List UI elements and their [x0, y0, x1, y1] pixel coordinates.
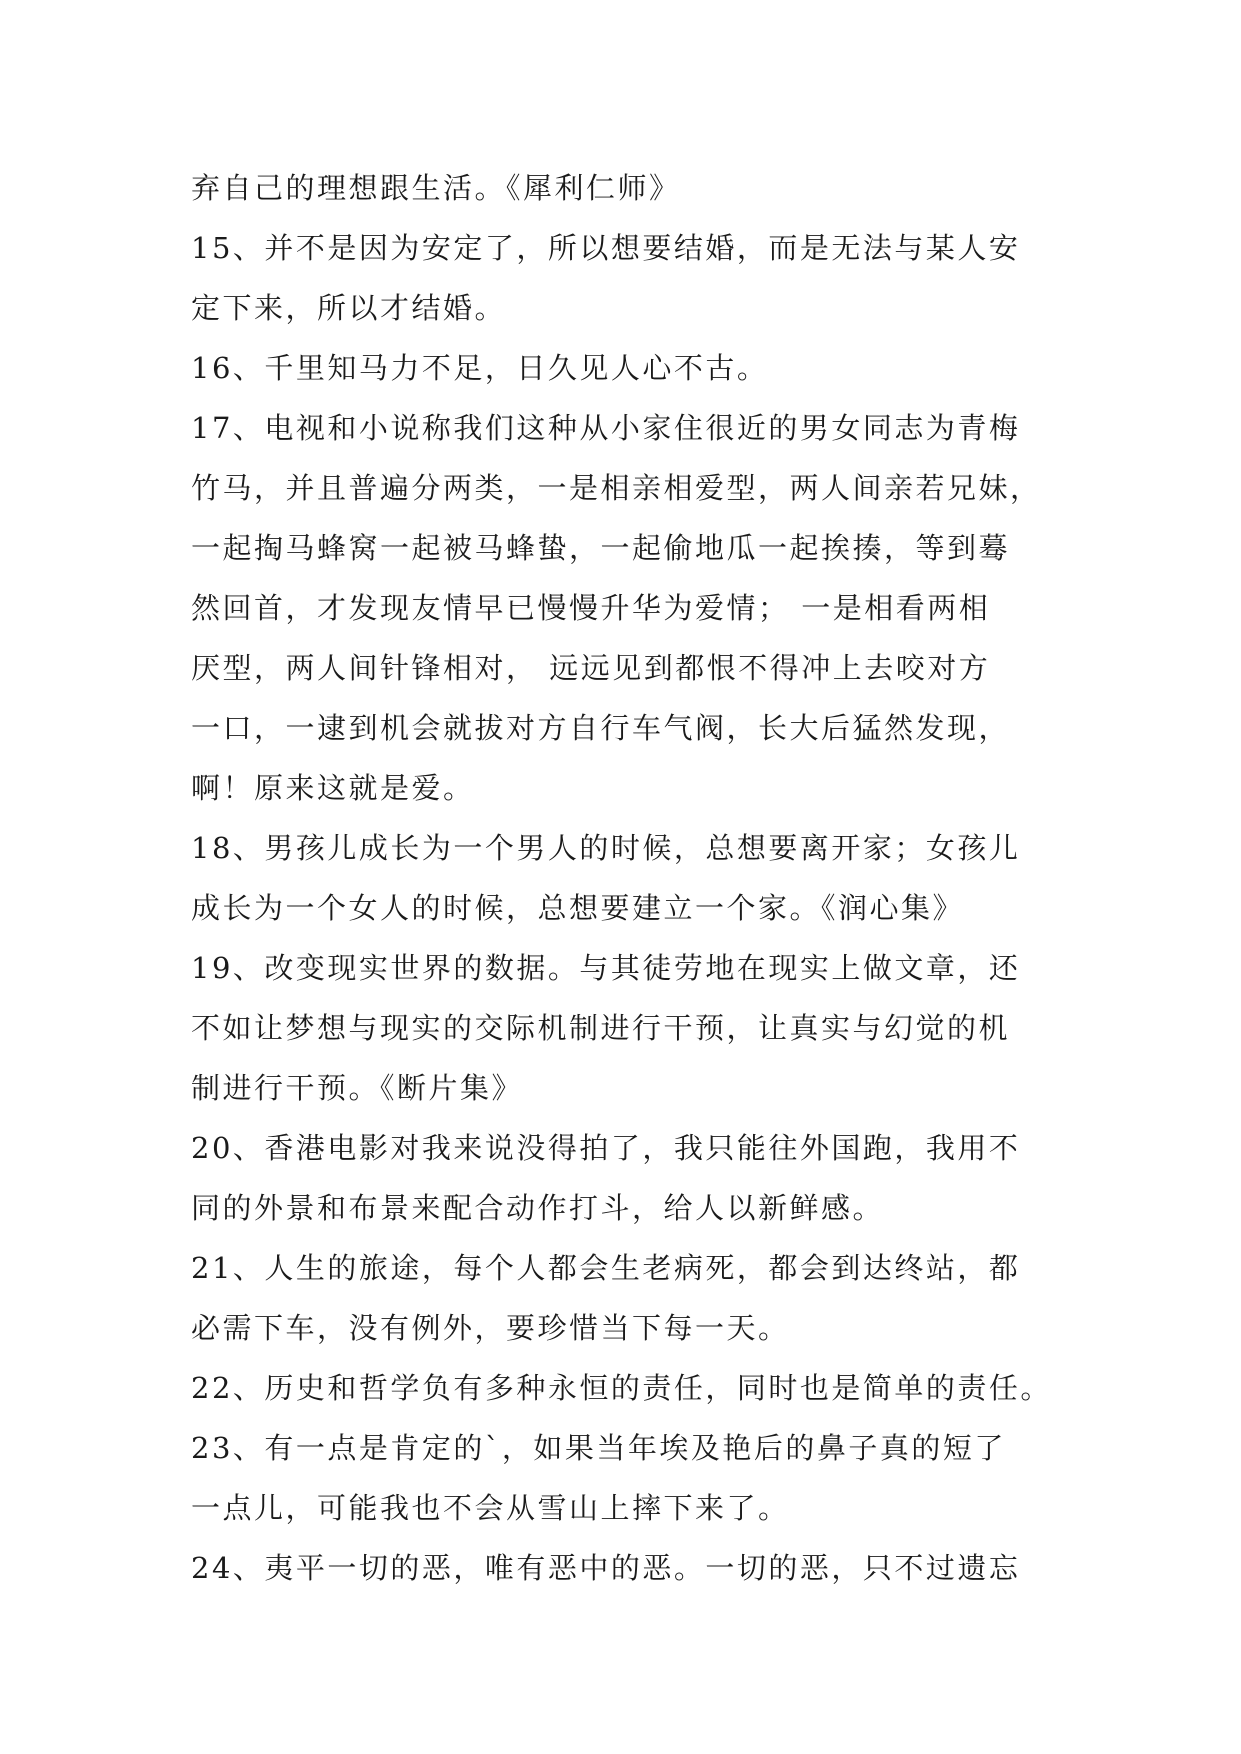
- text-line: 竹马，并且普遍分两类，一是相亲相爱型，两人间亲若兄妹，: [191, 471, 1042, 505]
- text-line: 16、千里知马力不足，日久见人心不古。: [191, 351, 769, 385]
- text-line: 22、历史和哲学负有多种永恒的责任，同时也是简单的责任。: [191, 1371, 1052, 1405]
- text-line: 一起掏马蜂窝一起被马蜂蛰，一起偷地瓜一起挨揍，等到蓦: [191, 531, 1011, 565]
- text-line: 成长为一个女人的时候，总想要建立一个家。《润心集》: [191, 891, 965, 925]
- text-line: 厌型，两人间针锋相对， 远远见到都恨不得冲上去咬对方: [191, 651, 991, 685]
- text-line: 20、香港电影对我来说没得拍了，我只能往外国跑，我用不: [191, 1131, 1021, 1165]
- text-line: 定下来，所以才结婚。: [191, 291, 507, 325]
- text-line: 21、人生的旅途，每个人都会生老病死，都会到达终站，都: [191, 1251, 1021, 1285]
- text-line: 17、电视和小说称我们这种从小家住很近的男女同志为青梅: [191, 411, 1021, 445]
- text-line: 必需下车，没有例外，要珍惜当下每一天。: [191, 1311, 790, 1345]
- text-line: 一点儿，可能我也不会从雪山上摔下来了。: [191, 1491, 790, 1525]
- body-text: [191, 158, 1061, 1598]
- text-line: 一口，一逮到机会就拔对方自行车气阀，长大后猛然发现，: [191, 711, 1011, 745]
- text-line: 19、改变现实世界的数据。与其徒劳地在现实上做文章，还: [191, 951, 1021, 985]
- text-line: 23、有一点是肯定的`，如果当年埃及艳后的鼻子真的短了: [191, 1431, 1006, 1465]
- text-line: 24、夷平一切的恶，唯有恶中的恶。一切的恶，只不过遗忘: [191, 1551, 1021, 1585]
- text-line: 啊！原来这就是爱。: [191, 771, 475, 805]
- text-line: 制进行干预。《断片集》: [191, 1071, 524, 1105]
- text-line: 弃自己的理想跟生活。《犀利仁师》: [191, 171, 681, 205]
- text-line: 然回首，才发现友情早已慢慢升华为爱情； 一是相看两相: [191, 591, 991, 625]
- text-line: 15、并不是因为安定了，所以想要结婚，而是无法与某人安: [191, 231, 1021, 265]
- text-line: 18、男孩儿成长为一个男人的时候，总想要离开家；女孩儿: [191, 831, 1021, 865]
- text-line: 不如让梦想与现实的交际机制进行干预，让真实与幻觉的机: [191, 1011, 1011, 1045]
- text-line: 同的外景和布景来配合动作打斗，给人以新鲜感。: [191, 1191, 885, 1225]
